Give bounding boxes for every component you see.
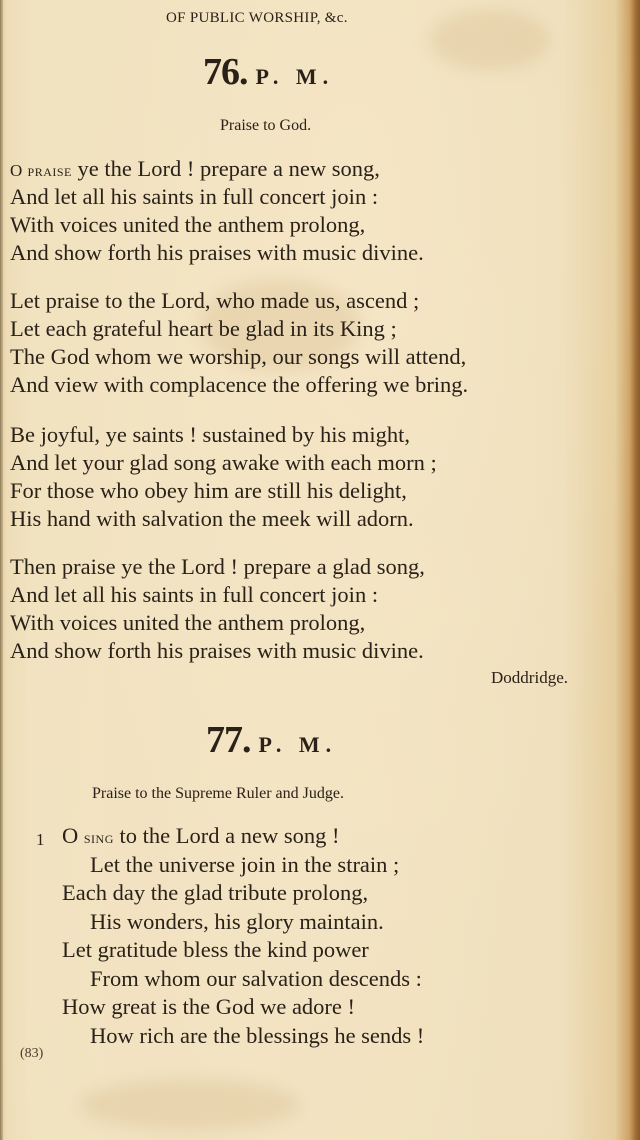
page-left-edge [0,0,3,1140]
page-right-edge [630,0,640,1140]
verse-line: And show forth his praises with music divine. [10,240,424,265]
verse-line: Let each grateful heart be glad in its King ; [10,316,397,341]
running-head: OF PUBLIC WORSHIP, &c. [166,10,348,26]
verse-line: And view with complacence the offering we bring. [10,372,469,397]
small-caps-lead: O praise [10,161,72,180]
hymn-77-heading [206,718,337,762]
hymn-meter: P. M. [258,732,338,757]
hymn-77-subtitle: Praise to the Supreme Ruler and Judge. [92,785,344,802]
verse-line: Then praise ye the Lord ! prepare a glad song, [10,554,425,579]
verse-line: And let your glad song awake with each morn ; [10,450,437,475]
book-page: OF PUBLIC WORSHIP, &c. 76. P. M. Praise to God. O praise ye the Lord ! prepare a new song, And let all his saints in full concert join : With voices united the anthem prolong, And show forth his praises with music divine. Let praise to the Lord, who made us, ascend ; Let each grateful heart be glad in its King ; The God whom we worship, our songs will attend, And view with complacence the offering we bring. Be joyful, ye saints ! sustained by his might, And let your glad song awake with each morn ; For those who obey him are still his delight, His hand with salvation the meek will adorn. Then praise ye the Lord ! prepare a glad song, And let all his saints in full concert join : With voices united the anthem prolong, And show forth his praises with music divine. Doddridge. 77. P. M. Praise to the Supreme Ruler and Judge. 1 O sing to the Lord a new song ! Let the universe join in the strain ; Each day the glad tribute prolong, His wonders, his glory maintain. Let gratitude bless the kind power From whom our salvation descends : How great is the God we adore ! How rich are the blessings he sends ! (83) [0,0,640,1140]
verse-line: And let all his saints in full concert join : [10,582,379,607]
hymn-76-subtitle: Praise to God. [220,117,312,134]
verse-line: With voices united the anthem prolong, [10,212,366,237]
verse-line: O praise ye the Lord ! prepare a new song, [10,156,380,181]
hymn-number: 77. [206,719,251,761]
paper-stain [430,10,550,70]
verse-line: For those who obey him are still his delight, [10,478,407,503]
hymn-meter: P. M. [255,64,335,89]
hymn-76-author: Doddridge. [491,668,568,687]
verse-line: And show forth his praises with music divine. [10,638,424,663]
verse-line: The God whom we worship, our songs will attend, [10,344,467,369]
verse-line: His hand with salvation the meek will adorn. [10,506,414,531]
hymn-76-heading [203,50,334,94]
verse-line: And let all his saints in full concert join : [10,184,379,209]
hymn-76-stanza-3 [10,421,437,533]
hymn-76-stanza-2 [10,287,468,399]
verse-line: Let praise to the Lord, who made us, ascend ; [10,288,420,313]
hymn-76-stanza-4 [10,553,425,665]
hymn-number: 76. [203,51,248,93]
page-number: (83) [20,1046,44,1061]
paper-stain [80,1080,300,1130]
verse-line: Be joyful, ye saints ! sustained by his might, [10,422,410,447]
verse-line: With voices united the anthem prolong, [10,610,366,635]
small-caps-lead: sing [83,828,114,847]
hymn-76-stanza-1 [10,155,424,267]
stanza-number: 1 [36,830,45,849]
